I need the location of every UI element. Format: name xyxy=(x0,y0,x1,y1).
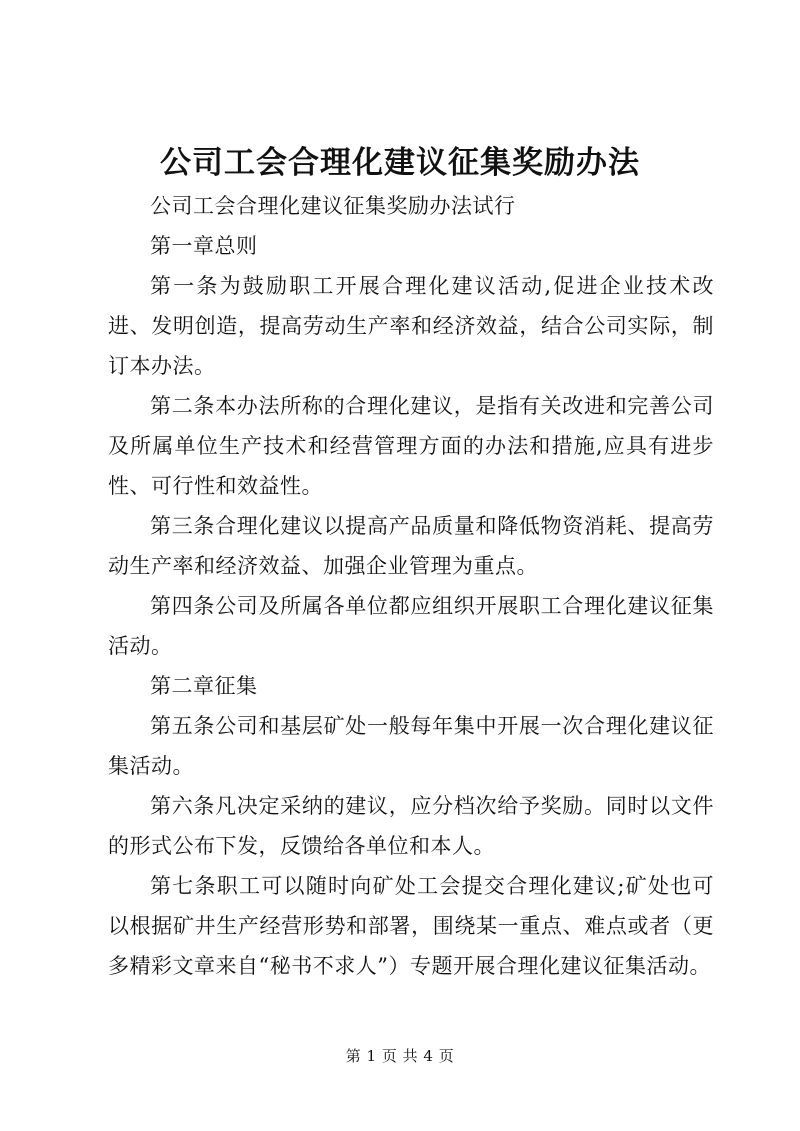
article-paragraph: 第二条本办法所称的合理化建议，是指有关改进和完善公司及所属单位生产技术和经营管理方面的办法和措施,应具有进步性、可行性和效益性。 xyxy=(108,394,714,498)
article-paragraph: 第六条凡决定采纳的建议，应分档次给予奖励。同时以文件的形式公布下发，反馈给各单位和本人。 xyxy=(108,794,714,858)
article-paragraph: 第五条公司和基层矿处一般每年集中开展一次合理化建议征集活动。 xyxy=(108,714,714,778)
article-paragraph: 第七条职工可以随时向矿处工会提交合理化建议;矿处也可以根据矿井生产经营形势和部署，围绕某一重点、难点或者（更多精彩文章来自“秘书不求人”）专题开展合理化建议征集活动。 xyxy=(108,874,714,978)
subtitle-paragraph: 公司工会合理化建议征集奖励办法试行 xyxy=(150,194,516,218)
document-body xyxy=(108,186,714,986)
chapter-heading: 第一章总则 xyxy=(150,234,258,258)
article-paragraph: 第一条为鼓励职工开展合理化建议活动,促进企业技术改进、发明创造，提高劳动生产率和经济效益，结合公司实际，制订本办法。 xyxy=(108,274,714,378)
document-title: 公司工会合理化建议征集奖励办法 xyxy=(160,145,640,181)
chapter-heading: 第二章征集 xyxy=(150,674,258,698)
article-paragraph: 第三条合理化建议以提高产品质量和降低物资消耗、提高劳动生产率和经济效益、加强企业管理为重点。 xyxy=(108,514,714,578)
page-footer: 第 1 页 共 4 页 xyxy=(345,1047,455,1065)
article-paragraph: 第四条公司及所属各单位都应组织开展职工合理化建议征集活动。 xyxy=(108,594,714,658)
